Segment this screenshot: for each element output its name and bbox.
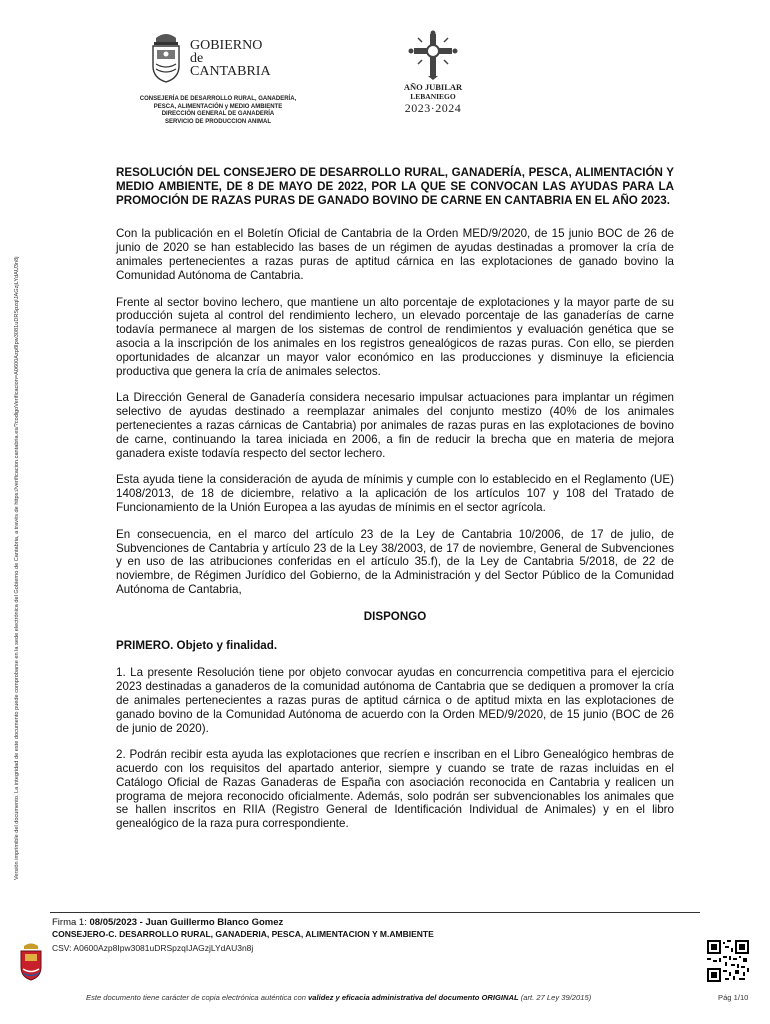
gov-name-line3: CANTABRIA — [190, 63, 271, 79]
footer-crest-icon — [18, 942, 44, 982]
note-bold-text: validez y eficacia administrativa del documento ORIGINAL — [308, 993, 519, 1002]
gov-name — [190, 39, 271, 78]
dispongo-heading: DISPONGO — [363, 609, 427, 623]
note-text: Este documento tiene carácter de copia electrónica auténtica con — [86, 993, 309, 1002]
jubilar-years: 2023·2024 — [404, 101, 462, 115]
paragraph: En consecuencia, en el marco del artículo 23 de la Ley de Cantabria 10/2006, de 17 de julio, de Subvenciones de Cantabria y artículo 23 de la Ley 38/2003, de 17 de noviembre, General de Subvenciones y en uso de las atribuciones conferidas en el artículo 35.f), de la Ley de Cantabria 5/2018, de 22 de noviembre, de Régimen Jurídico del Gobierno, de la Administración y del Sector Público de la Comunidad Autónoma de Cantabria, — [116, 527, 674, 596]
jubilar-line2: LEBANIEGO — [410, 92, 456, 101]
side-note-text: Versión imprimible del documento. La integridad de este documento puede comprobarse en la sede electrónica del Gobierno de Cantabria, a través de https://verificacion.cantabria.es/?codigoVerificacion=A0600Azp8Ipw3081uDRSpzqIJAGzjLYdAU3n8j — [14, 256, 20, 880]
section-heading: PRIMERO. Objeto y finalidad. — [116, 638, 278, 652]
gov-name-line1: GOBIERNO — [190, 37, 263, 53]
numbered-point: 2. Podrán recibir esta ayuda las explotaciones que recríen e inscriban en el Libro Genealógico hembras de acuerdo con los requisitos del apartado anterior, siempre y cuando se trate de razas incluidas en el Catálogo Oficial de Razas Ganaderas de España con asociación reconocida en Cantabria y realicen un programa de mejora reconocido oficialmente. Además, solo podrán ser subvencionables los animales que se hallen inscritos en RIIA (Registro General de Identificación Individual de Animales) y en el libro genealógico de la raza pura correspondiente. — [116, 748, 674, 831]
dept-line: DIRECCIÓN GENERAL DE GANADERÍA — [161, 111, 275, 118]
signer-position: CONSEJERO-C. DESARROLLO RURAL, GANADERIA, PESCA, ALIMENTACION Y M.AMBIENTE — [52, 929, 434, 939]
dept-line: PESCA, ALIMENTACIÓN y MEDIO AMBIENTE — [153, 103, 283, 110]
firma-label: Firma 1: — [52, 917, 90, 928]
paragraph: Frente al sector bovino lechero, que mantiene un alto porcentaje de explotaciones y la mayor parte de su producción sujeta al control del rendimiento lechero, un elevado porcentaje de las ganaderías de carne todavía permanece al margen de los sistemas de control de rendimientos y evaluación genética que se asocia a la inscripción de los animales en los registros genealógicos de razas puras. Con ello, se pierden oportunidades de alcanzar un mayor valor económico en las producciones y disminuye la eficiencia productiva que genera la cría de animales selectos. — [116, 295, 674, 378]
dept-line: CONSEJERÍA DE DESARROLLO RURAL, GANADERÍA, — [139, 96, 297, 102]
page-number: Pág 1/10 — [718, 993, 749, 1002]
dept-line: SERVICIO DE PRODUCCION ANIMAL — [164, 118, 271, 125]
gov-name-line2: de — [190, 50, 204, 66]
csv-code: CSV: A0600Azp8Ipw3081uDRSpzqIJAGzjLYdAU3n8j — [52, 943, 254, 953]
paragraph: La Dirección General de Ganadería considera necesario impulsar actuaciones para implantar un régimen selectivo de ayudas destinado a reemplazar animales del conjunto mestizo (40% de los animales pertenecientes a razas cárnicas de Cantabria) por animales de razas puras en las explotaciones de bovino de carne, continuando la tarea iniciada en 2006, a fin de reducir la brecha que en materia de mejora ganadera existe todavía respecto del sector lechero. — [116, 391, 674, 460]
document-body — [116, 166, 674, 844]
paragraph: Esta ayuda tiene la consideración de ayuda de mínimis y cumple con lo establecido en el Reglamento (UE) 1408/2013, de 18 de diciembre, relativo a la aplicación de los artículos 107 y 108 del Tratado de Funcionamiento de la Unión Europea a las ayudas de mínimis en el sector agrícola. — [116, 473, 674, 514]
numbered-point: 1. La presente Resolución tiene por objeto convocar ayudas en concurrencia competitiva para el ejercicio 2023 destinadas a ganaderos de la comunidad autónoma de Cantabria que se dediquen a promover la cría de animales pertenecientes a razas puras de aptitud cárnica o de aptitud mixta en las explotaciones de ganado bovino de la Comunidad Autónoma de acuerdo con la Orden MED/9/2020, de 15 junio (BOC de 26 de junio de 2020). — [116, 666, 674, 735]
authenticity-note — [86, 993, 591, 1002]
ano-jubilar-logo — [388, 30, 478, 116]
note-law-ref: (art. 27 Ley 39/2015) — [518, 993, 592, 1002]
gobierno-cantabria-logo — [148, 28, 288, 88]
footer-divider — [50, 912, 700, 913]
paragraph: Con la publicación en el Boletín Oficial de Cantabria de la Orden MED/9/2020, de 15 junio BOC de 26 de junio de 2020 se han establecido las bases de un régimen de ayudas destinadas a promover la cría de animales pertenecientes a razas puras de aptitud cárnica en las explotaciones de ganado bovino la Comunidad Autónoma de Cantabria. — [116, 227, 674, 282]
firma-value: 08/05/2023 - Juan Guillermo Blanco Gomez — [89, 917, 284, 928]
verification-side-note — [14, 60, 24, 880]
qr-code-icon — [707, 940, 749, 982]
firma-line — [52, 917, 700, 928]
jubilar-line1: AÑO JUBILAR — [403, 82, 463, 92]
document-title: RESOLUCIÓN DEL CONSEJERO DE DESARROLLO RURAL, GANADERÍA, PESCA, ALIMENTACIÓN Y MEDIO AMBIENTE, DE 8 DE MAYO DE 2022, POR LA QUE SE CONVOCAN LAS AYUDAS PARA LA PROMOCIÓN DE RAZAS PURAS DE GANADO BOVINO DE CARNE EN CANTABRIA EN EL AÑO 2023. — [116, 166, 674, 207]
lebaniego-cross-icon — [408, 30, 458, 80]
cantabria-crest-icon — [148, 32, 184, 84]
department-block — [118, 96, 318, 126]
signature-footer — [50, 912, 700, 953]
